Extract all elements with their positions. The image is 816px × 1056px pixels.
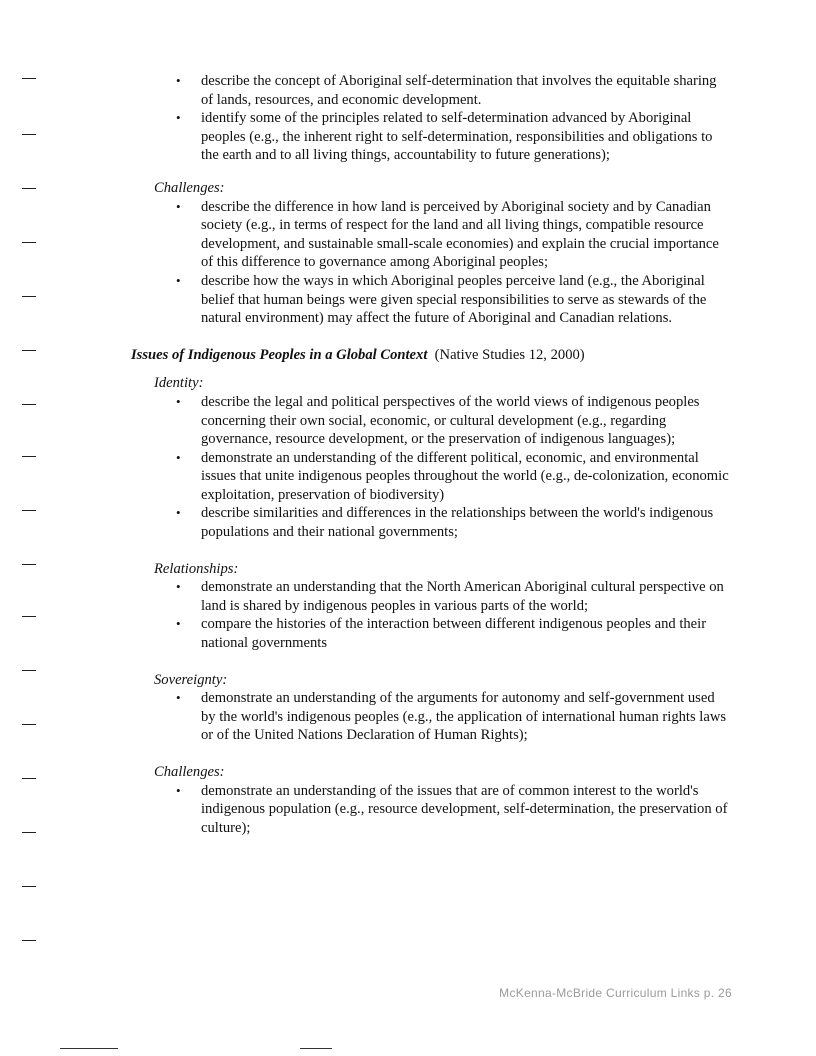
list-item: • compare the histories of the interaction between different indigenous peoples and their national governments	[0, 615, 816, 652]
list-item: • demonstrate an understanding that the North American Aboriginal cultural perspective on land is shared by indigenous peoples in various parts of the world;	[0, 578, 816, 615]
list-item: • describe how the ways in which Aboriginal peoples perceive land (e.g., the Aboriginal belief that human beings were given special responsibilities to serve as stewards of the natural environment) may affect the future of Aboriginal and Canadian relations.	[0, 272, 816, 328]
list-item: • identify some of the principles related to self-determination advanced by Aboriginal peoples (e.g., the inherent right to self-determination, responsibilities and obligations to the earth and to all living things, accountability to future generations);	[0, 109, 816, 165]
margin-tick	[22, 886, 36, 887]
intro-bullet-list	[0, 72, 816, 165]
challenges-heading-2: Challenges:	[154, 764, 225, 780]
sovereignty-bullet-list	[0, 689, 816, 745]
margin-tick	[22, 940, 36, 941]
sovereignty-heading: Sovereignty:	[154, 671, 228, 688]
list-item: • describe the concept of Aboriginal self-determination that involves the equitable sharing of lands, resources, and economic development.	[0, 72, 816, 109]
document-body	[0, 72, 816, 837]
section-source: (Native Studies 12, 2000)	[434, 346, 585, 363]
list-item: • describe similarities and differences in the relationships between the world's indigenous populations and their national governments;	[0, 504, 816, 541]
list-item: • describe the legal and political perspectives of the world views of indigenous peoples concerning their own social, economic, or cultural development (e.g., regarding governance, resource development, or the preservation of indigenous languages);	[0, 393, 816, 449]
section-title-text: Issues of Indigenous Peoples in a Global Context	[131, 346, 428, 363]
relationships-bullet-list	[0, 578, 816, 652]
section-title	[0, 346, 816, 365]
scan-artifact-line	[60, 1048, 118, 1049]
relationships-heading: Relationships:	[154, 560, 239, 577]
page-footer: McKenna-McBride Curriculum Links p. 26	[499, 986, 732, 1000]
list-item: • demonstrate an understanding of the different political, economic, and environmental issues that unite indigenous peoples throughout the world (e.g., de-colonization, economic exploitation, preservation of biodiversity)	[0, 449, 816, 505]
challenges-heading: Challenges:	[154, 179, 225, 196]
list-item: • describe the difference in how land is perceived by Aboriginal society and by Canadian society (e.g., in terms of respect for the land and all living things, compatible resource development, and sustainable small-scale economies) and explain the crucial importance of this difference to governance among Aboriginal peoples;	[0, 198, 816, 272]
challenges-bullet-list	[0, 198, 816, 328]
identity-heading: Identity:	[154, 375, 204, 392]
identity-bullet-list	[0, 393, 816, 542]
challenges-bullet-list-2	[0, 782, 816, 838]
list-item: • demonstrate an understanding of the issues that are of common interest to the world's indigenous population (e.g., resource development, self-determination, the preservation of culture);	[0, 782, 816, 838]
scan-artifact-line	[300, 1048, 332, 1049]
list-item: • demonstrate an understanding of the arguments for autonomy and self-government used by the world's indigenous peoples (e.g., the application of international human rights laws or of the United Nations Declaration of Human Rights);	[0, 689, 816, 745]
